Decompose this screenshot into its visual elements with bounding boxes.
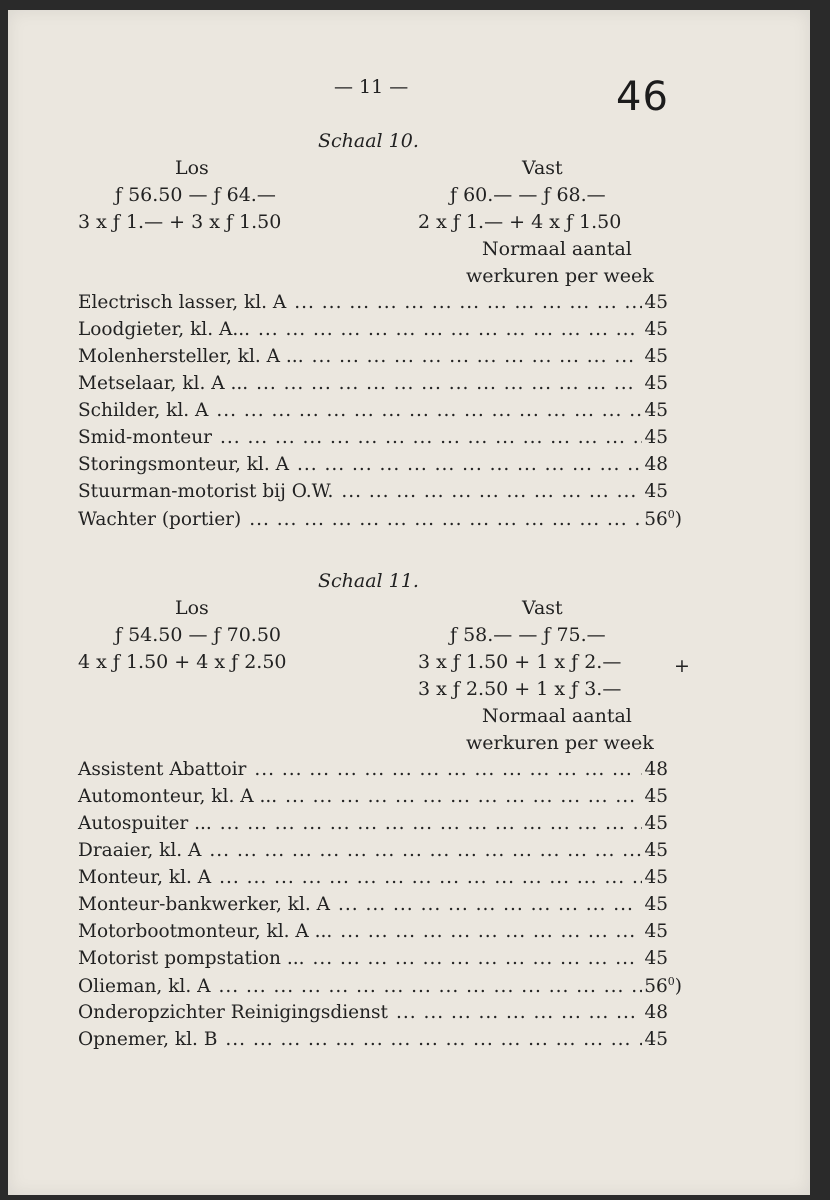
job-title: Metselaar, kl. A ... [78,373,249,394]
job-title: Motorist pompstation ... [78,948,305,969]
scale-10-los-label: Los [175,157,209,179]
scale-10-hours-header-line1: Normaal aantal [482,238,632,260]
job-title: Olieman, kl. A [78,976,211,998]
scale-11-vast-range: ƒ 58.— — ƒ 75.— [450,624,606,646]
weekly-hours: 48 [644,454,668,475]
scale-10-vast-label: Vast [522,157,563,179]
footnote-bracket: ) [674,976,682,998]
leader-dots [338,894,642,915]
weekly-hours: 45 [644,292,668,313]
table-row [78,786,668,812]
scale-10-vast-range: ƒ 60.— — ƒ 68.— [450,184,606,206]
job-title: Electrisch lasser, kl. A [78,292,287,313]
table-row [78,759,668,785]
table-row [78,481,668,507]
job-title: Monteur, kl. A [78,867,212,888]
job-title: Assistent Abattoir [78,759,247,780]
leader-dots [341,481,642,502]
weekly-hours: 45 [644,786,668,807]
weekly-hours: 45 [644,813,668,834]
leader-dots [254,759,642,780]
table-row [78,813,668,839]
leader-dots [312,346,643,367]
table-row [78,975,682,1001]
table-row [78,454,668,480]
leader-dots [216,400,642,421]
table-row [78,1002,668,1028]
footnote-bracket: ) [674,509,682,531]
footnote-marker: 0 [667,508,675,521]
stamped-page-number: 46 [616,74,669,120]
weekly-hours [644,508,682,530]
scale-10-title: Schaal 10. [318,130,419,152]
job-title: Wachter (portier) [78,509,242,531]
weekly-hours: 48 [644,1002,668,1023]
hours-value: 56 [644,976,668,998]
job-title: Monteur-bankwerker, kl. A [78,894,330,915]
scale-11-vast-increments-line1: 3 x ƒ 1.50 + 1 x ƒ 2.— [418,651,622,673]
leader-dots [220,427,642,448]
scale-11-hours-header-line1: Normaal aantal [482,705,632,727]
weekly-hours: 45 [644,1029,668,1050]
scale-10-los-increments: 3 x ƒ 1.— + 3 x ƒ 1.50 [78,211,282,233]
leader-dots [312,948,642,969]
hours-value: 56 [644,509,668,531]
weekly-hours: 45 [644,373,668,394]
leader-dots [258,319,642,340]
weekly-hours: 45 [644,921,668,942]
table-row [78,1029,668,1055]
scale-11-vast-label: Vast [522,597,563,619]
weekly-hours: 45 [644,427,668,448]
leader-dots [225,1029,642,1050]
table-row [78,427,668,453]
weekly-hours: 45 [644,400,668,421]
table-row [78,948,668,974]
scale-10-hours-header-line2: werkuren per week [466,265,654,287]
leader-dots [209,840,642,861]
table-row [78,373,668,399]
scale-11-title: Schaal 11. [318,570,419,592]
job-title: Stuurman-motorist bij O.W. [78,481,334,502]
leader-dots [256,373,642,394]
job-title: Autospuiter ... [78,813,212,834]
weekly-hours [644,975,682,997]
page-number: — 11 — [334,76,409,98]
job-title: Storingsmonteur, kl. A [78,454,289,475]
table-row [78,400,668,426]
weekly-hours: 45 [644,840,668,861]
job-title: Draaier, kl. A [78,840,202,861]
job-title: Schilder, kl. A [78,400,209,421]
table-row [78,867,668,893]
table-row [78,894,668,920]
scale-11-hours-header-line2: werkuren per week [466,732,654,754]
job-title: Automonteur, kl. A ... [78,786,278,807]
leader-dots [219,867,642,888]
scale-10-los-range: ƒ 56.50 — ƒ 64.— [115,184,276,206]
scale-10-vast-increments: 2 x ƒ 1.— + 4 x ƒ 1.50 [418,211,622,233]
table-row [78,508,682,534]
weekly-hours: 45 [644,481,668,502]
leader-dots [285,786,642,807]
leader-dots [220,813,643,834]
scale-11-los-range: ƒ 54.50 — ƒ 70.50 [115,624,282,646]
leader-dots [396,1002,643,1023]
job-title: Smid-monteur [78,427,212,448]
table-row [78,346,668,372]
table-row [78,840,668,866]
scale-11-vast-increments-line2: 3 x ƒ 2.50 + 1 x ƒ 3.— [418,678,622,700]
footnote-marker: 0 [667,975,675,988]
job-title: Molenhersteller, kl. A ... [78,346,304,367]
leader-dots [218,976,642,997]
weekly-hours: 45 [644,867,668,888]
table-row [78,319,668,345]
scale-11-los-label: Los [175,597,209,619]
job-title: Opnemer, kl. B [78,1029,218,1050]
weekly-hours: 45 [644,346,668,367]
weekly-hours: 48 [644,759,668,780]
leader-dots [340,921,642,942]
scale-11-vast-plus: + [674,655,690,677]
job-title: Motorbootmonteur, kl. A ... [78,921,333,942]
weekly-hours: 45 [644,948,668,969]
table-row [78,292,668,318]
leader-dots [294,292,642,313]
table-row [78,921,668,947]
job-title: Onderopzichter Reinigingsdienst [78,1002,388,1023]
weekly-hours: 45 [644,319,668,340]
leader-dots [249,509,642,530]
weekly-hours: 45 [644,894,668,915]
leader-dots [297,454,642,475]
job-title: Loodgieter, kl. A... [78,319,250,340]
scale-11-los-increments: 4 x ƒ 1.50 + 4 x ƒ 2.50 [78,651,287,673]
